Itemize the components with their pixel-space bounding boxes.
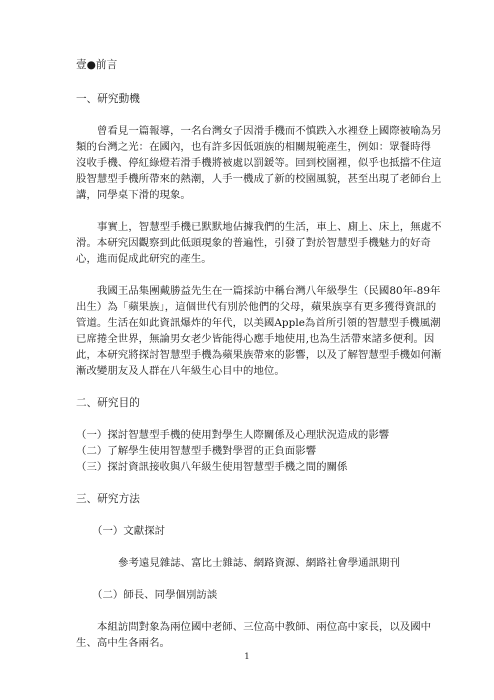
paragraph-line: 此，本研究將探討智慧型手機為蘋果族帶來的影響，以及了解智慧型手機如何漸 [76, 349, 442, 361]
method-2-heading: （二）師長、同學個別訪談 [92, 589, 218, 601]
paragraph-line: 本組訪問對象為兩位國中老師、三位高中教師、兩位高中家長，以及國中 [97, 621, 432, 633]
paragraph-line: 講，同學桌下滑的現象。 [76, 189, 191, 201]
page-number: 1 [244, 652, 250, 662]
paragraph-line: 已席捲全世界，無論男女老少皆能得心應手地使用,也為生活帶來諸多便利。因 [76, 333, 435, 345]
paragraph-line: 出生）為「蘋果族」，這個世代有別於他們的父母，蘋果族享有更多獲得資訊的 [76, 301, 437, 313]
preface-heading: 壹●前言 [76, 59, 118, 71]
section-2-heading: 二、研究目的 [76, 397, 140, 409]
objective-item: （三）探討資訊接收與八年級生使用智慧型手機之間的關係 [76, 461, 348, 473]
paragraph-line: 曾看見一篇報導，一名台灣女子因滑手機而不慎跌入水裡登上國際被喻為另 [97, 125, 442, 137]
paragraph-line: 沒收手機、停紅綠燈若滑手機將被處以罰鍰等。回到校園裡，似乎也抵擋不住這 [76, 157, 442, 169]
objective-item: （二）了解學生使用智慧型手機對學習的正負面影響 [76, 445, 317, 457]
paragraph-line: 股智慧型手機所帶來的熱潮，人手一機成了新的校園風貌，甚至出現了老師台上 [76, 173, 442, 185]
paragraph-line: 我國王品集團戴勝益先生在一篇採訪中稱台灣八年級學生（民國80年-89年 [97, 285, 441, 297]
paragraph-line: 事實上，智慧型手機已默默地佔據我們的生活，車上、廁上、床上，無處不 [97, 221, 442, 233]
paragraph-line: 心，進而促成此研究的產生。 [76, 253, 212, 265]
paragraph-line: 生、高中生各兩名。 [76, 637, 170, 649]
paragraph-line: 類的台灣之光：在國內，也有許多因低頭族的相關規範產生，例如：眾餐時得 [76, 141, 431, 153]
section-1-heading: 一、研究動機 [76, 93, 140, 105]
method-1-text: 參考遠見雜誌、富比士雜誌、網路資源、網路社會學通訊期刊 [118, 557, 400, 569]
section-3-heading: 三、研究方法 [76, 493, 140, 505]
method-1-heading: （一）文獻探討 [92, 525, 166, 537]
paragraph-line: 漸改變朋友及人群在八年級生心目中的地位。 [76, 365, 285, 377]
paragraph-line: 管道。生活在如此資訊爆炸的年代，以美國Apple為首所引領的智慧型手機風潮 [76, 317, 441, 329]
paragraph-line: 滑。本研究因觀察到此低頭現象的普遍性，引發了對於智慧型手機魅力的好奇 [76, 237, 431, 249]
objective-item: （一）探討智慧型手機的使用對學生人際關係及心理狀況造成的影響 [76, 429, 390, 441]
